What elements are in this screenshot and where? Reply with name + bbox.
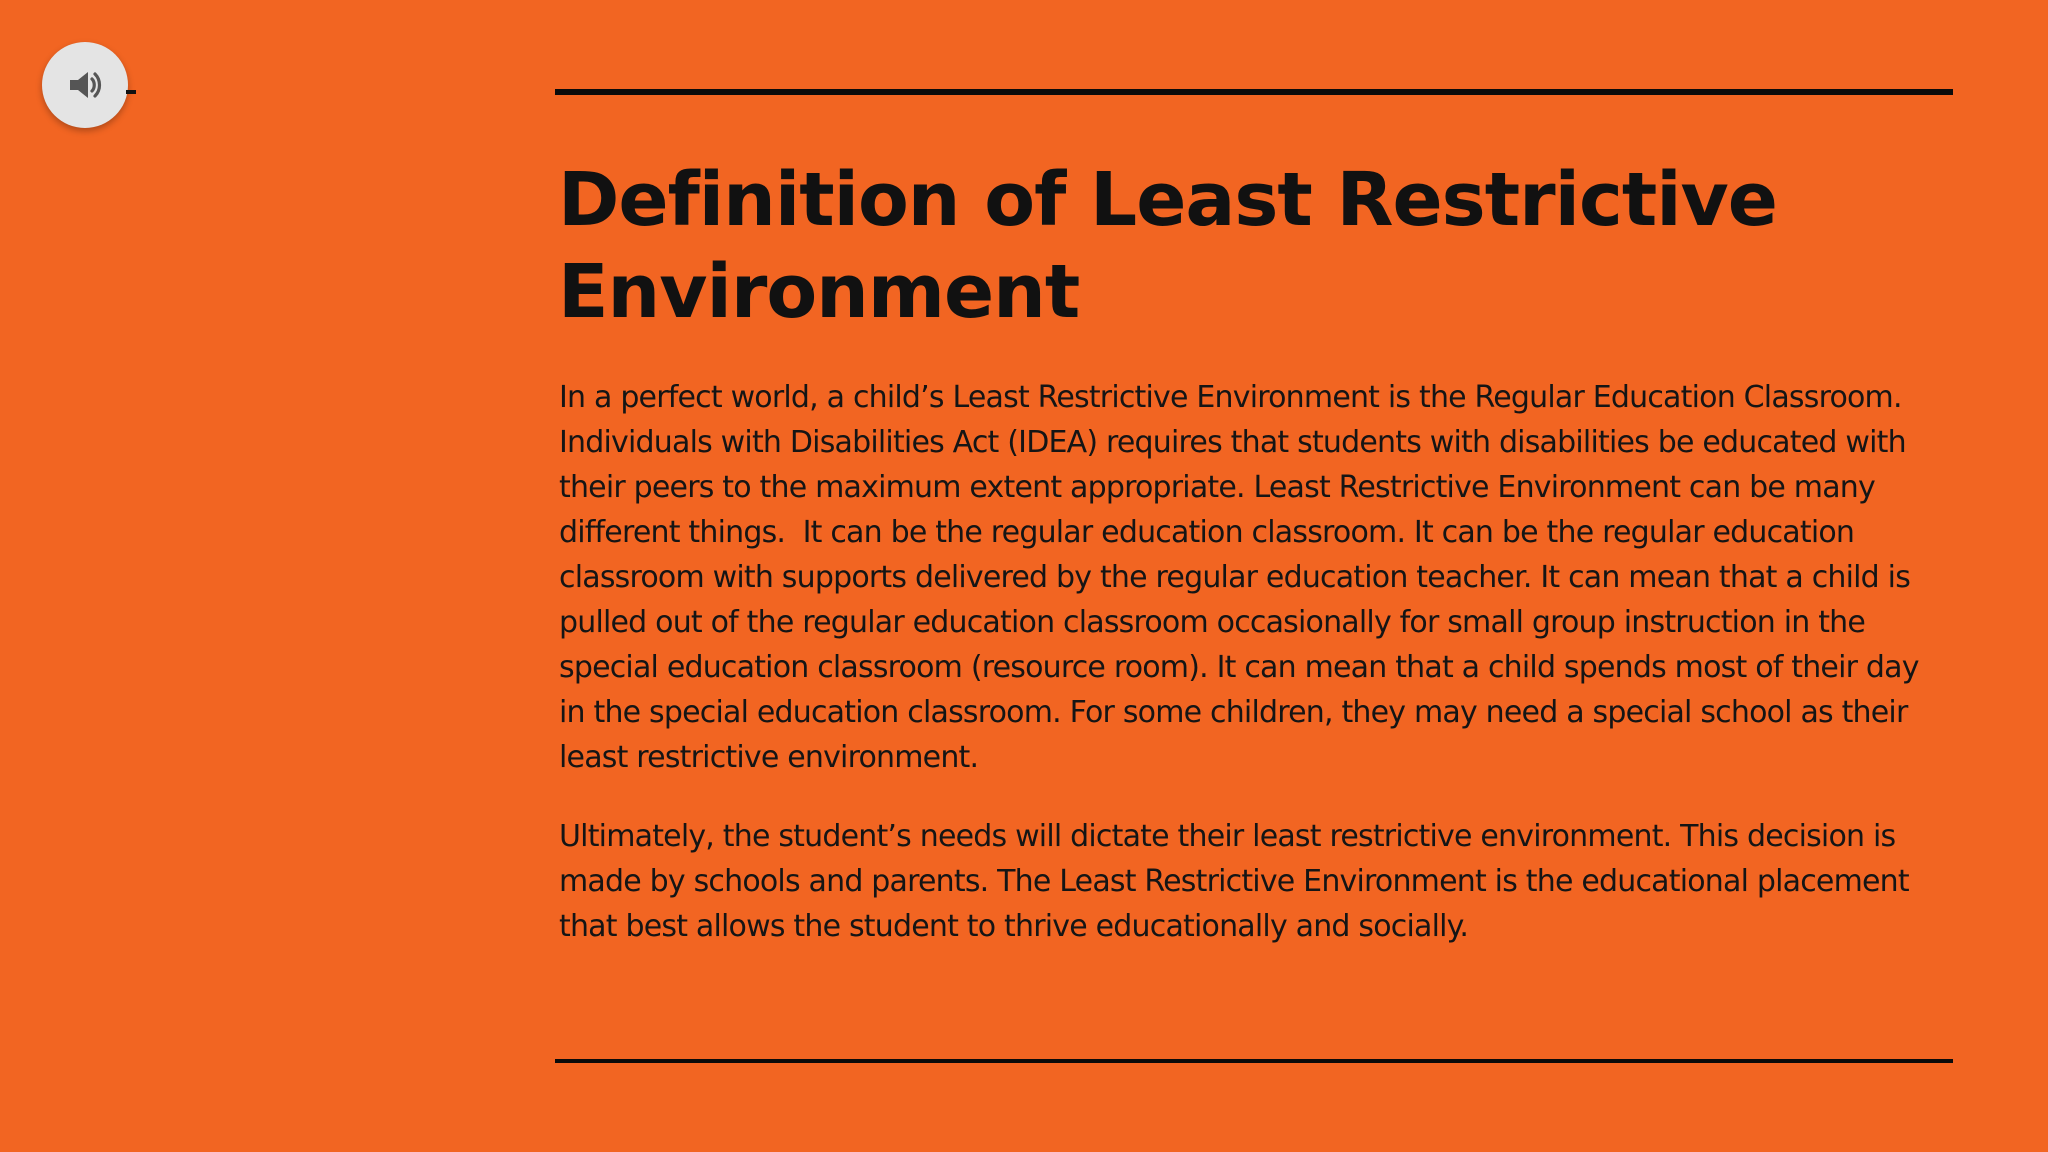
speaker-icon: [64, 64, 106, 106]
audio-control-tail: [126, 90, 136, 94]
slide-body: [559, 375, 1928, 949]
body-paragraph: In a perfect world, a child’s Least Restrictive Environment is the Regular Education Classroom. Individuals with Disabilities Act (IDEA) requires that students with disabilities be educated with their peers to the maximum extent appropriate. Least Restrictive Environment can be many different things. It can be the regular education classroom. It can be the regular education classroom with supports delivered by the regular education teacher. It can mean that a child is pulled out of the regular education classroom occasionally for small group instruction in the special education classroom (resource room). It can mean that a child spends most of their day in the special education classroom. For some children, they may need a special school as their least restrictive environment.: [559, 380, 1928, 775]
top-divider: [555, 89, 1953, 95]
audio-play-button[interactable]: [42, 42, 128, 128]
body-paragraph: Ultimately, the student’s needs will dictate their least restrictive environment. This decision is made by schools and parents. The Least Restrictive Environment is the educational placement that best allows the student to thrive educationally and socially.: [559, 819, 1918, 944]
bottom-divider: [555, 1059, 1953, 1063]
slide-title: Definition of Least Restrictive Environment: [558, 157, 1777, 335]
